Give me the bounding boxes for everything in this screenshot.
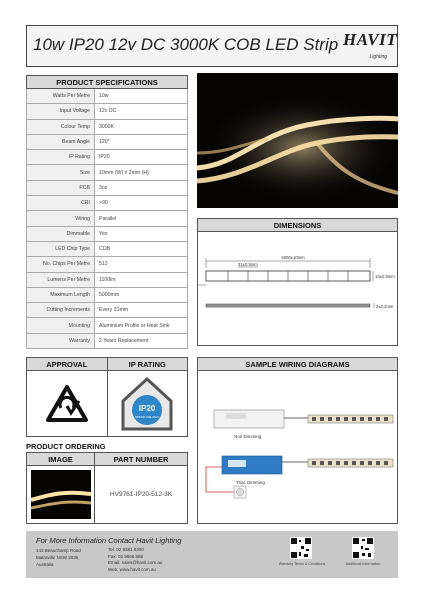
address-line: Australia (36, 562, 54, 567)
spec-row (27, 288, 187, 303)
approval-panel (26, 357, 188, 437)
dimensions-heading: DIMENSIONS (198, 219, 397, 232)
spec-row (27, 165, 187, 180)
spec-label: CRI (27, 196, 95, 210)
spec-label: Watts Per Metre (27, 89, 95, 103)
ip-rating-heading: IP RATING (108, 358, 188, 370)
address-line: Matraville NSW 2036 (36, 555, 79, 560)
spec-value: 512 (99, 261, 108, 268)
contact-email[interactable]: Email: sales@havit.com.au (108, 560, 163, 565)
contact-fax: Fax: 02 9666 888 (108, 553, 144, 559)
spec-label: Input Voltage (27, 104, 95, 118)
logo-subtext: Lighting (369, 54, 387, 60)
footer-contact (108, 547, 162, 573)
spec-value: Parallel (99, 215, 117, 222)
spec-row (27, 181, 187, 196)
spec-row (27, 334, 187, 349)
info-qr-label: Additional Information (345, 562, 381, 566)
spec-value: 120° (99, 139, 110, 146)
warranty-qr-code[interactable] (290, 537, 312, 559)
spec-label: Dimmable (27, 227, 95, 241)
spec-value: Aluminium Profile or Heat Sink (99, 322, 170, 329)
non-dimming-label: Non Dimming (234, 434, 262, 439)
spec-value: 3oz (99, 184, 108, 191)
spec-label: Warranty (27, 334, 95, 348)
ip-badge-text: IP20 (139, 404, 156, 413)
warranty-qr-label: Warranty Terms & Conditions (278, 562, 326, 566)
ordering-image-cell (27, 466, 95, 523)
spec-value: 1100lm (99, 276, 116, 283)
dimensions-panel (197, 218, 398, 346)
spec-value: 10w (99, 93, 109, 100)
spec-value: Yes (99, 230, 108, 237)
spec-row (27, 135, 187, 150)
spec-value: 10mm (W) x 2mm (H) (99, 169, 149, 176)
triac-dimming-label: Triac Dimming (236, 480, 265, 485)
spec-label: Colour Temp (27, 120, 95, 134)
ordering-heading: PRODUCT ORDERING (26, 442, 106, 451)
footer (26, 531, 398, 578)
dimension-drawing (198, 233, 397, 345)
spec-value: 2 Years Replacement (99, 337, 149, 344)
ordering-col-image: IMAGE (27, 453, 95, 465)
product-photo (197, 73, 398, 208)
led-strip-glow-image (197, 73, 398, 208)
logo-text: HAVIT (343, 30, 398, 49)
spec-value: IP20 (99, 154, 110, 161)
spec-row (27, 120, 187, 135)
havit-logo (343, 30, 398, 64)
spec-label: PCB (27, 181, 95, 195)
qr-code-icon (290, 537, 312, 559)
spec-rows (26, 89, 188, 349)
wiring-diagram (198, 372, 397, 524)
spec-label: Lumens Per Metre (27, 273, 95, 287)
spec-value: 5000mm (99, 292, 120, 298)
spec-label: LED Chip Type (27, 242, 95, 256)
spec-heading: PRODUCT SPECIFICATIONS (26, 75, 188, 89)
spec-label: Wiring (27, 211, 95, 225)
info-qr-code[interactable] (352, 537, 374, 559)
spec-label: Mounting (27, 318, 95, 332)
ordering-col-part: PART NUMBER (95, 453, 187, 465)
spec-label: Beam Angle (27, 135, 95, 149)
ip-badge-subtext: INDOOR USE ONLY (135, 416, 160, 419)
spec-row (27, 318, 187, 333)
spec-table (26, 75, 188, 349)
contact-phone: Tel: 02 9381 8300 (108, 547, 144, 552)
spec-row (27, 227, 187, 242)
spec-row (27, 211, 187, 226)
spec-value: Every 31mm (99, 307, 129, 314)
rcm-mark-cell (27, 371, 108, 437)
spec-label: No. Chips Per Metre (27, 257, 95, 271)
spec-value: >90 (99, 200, 108, 207)
footer-heading: For More Information Contact Havit Lighting (36, 536, 182, 545)
spec-value: COB (99, 246, 111, 253)
strip-height-label: 2±0.2mm (376, 304, 394, 309)
spec-label: Maximum Length (27, 288, 95, 302)
product-thumbnail (31, 470, 91, 519)
part-number: HV9761-IP20-512-3K (109, 491, 173, 498)
segment-length-label: 31±0.5mm (238, 262, 258, 267)
spec-row (27, 104, 187, 119)
strip-width-label: 10±0.5mm (375, 274, 395, 279)
contact-web[interactable]: Web: www.havit.com.au (108, 566, 156, 572)
ip-rating-cell (108, 371, 188, 437)
header-bar (26, 25, 398, 67)
wiring-heading: SAMPLE WIRING DIAGRAMS (198, 358, 397, 371)
spec-row (27, 89, 187, 104)
spec-label: IP Rating (27, 150, 95, 164)
ordering-table (26, 452, 188, 524)
footer-address (36, 547, 81, 568)
address-line: 143 Beauchamp Road (36, 548, 81, 553)
spec-row (27, 303, 187, 318)
wiring-panel (197, 357, 398, 524)
spec-value: 12v DC (99, 108, 117, 115)
spec-row (27, 242, 187, 257)
spec-label: Size (27, 165, 95, 179)
spec-label: Cutting Increments (27, 303, 95, 317)
spec-row (27, 257, 187, 272)
approval-heading: APPROVAL (27, 358, 108, 370)
ip20-indoor-icon (119, 375, 175, 433)
spec-row (27, 196, 187, 211)
page-title: 10w IP20 12v DC 3000K COB LED Strip (33, 35, 339, 54)
rcm-triangle-icon (45, 384, 89, 424)
spec-value: 3000K (99, 123, 115, 130)
spec-row (27, 150, 187, 165)
qr-code-icon (352, 537, 374, 559)
total-length-label: 5000±10mm (281, 255, 305, 260)
spec-row (27, 273, 187, 288)
